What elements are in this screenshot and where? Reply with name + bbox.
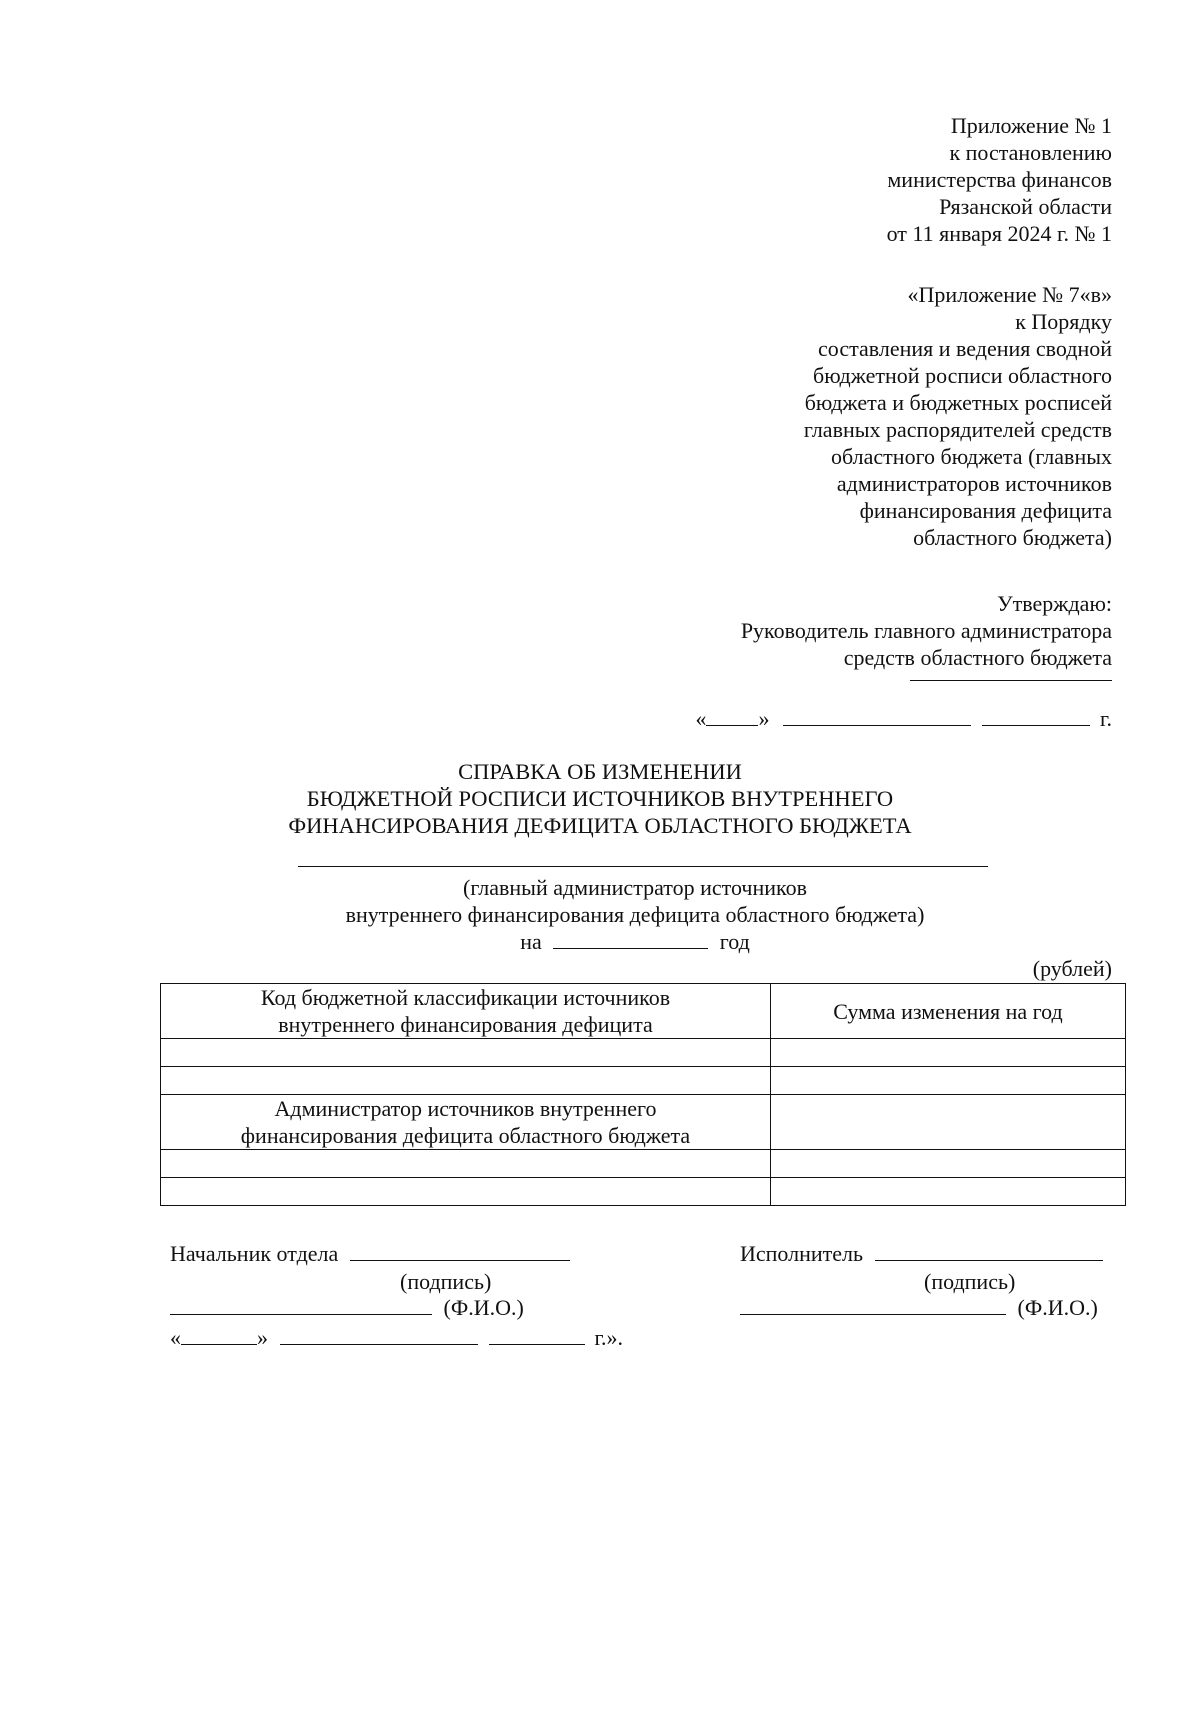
year-prefix: на [520,929,542,954]
appendix-7-line: администраторов источников [836,471,1112,496]
head-signature-line [350,1240,570,1261]
head-date-close: » [257,1325,268,1350]
executor-fio-caption: (Ф.И.О.) [1017,1295,1098,1320]
administrator-caption-line: (главный администратор источников [463,875,807,900]
year-suffix: год [719,929,750,954]
date-close-quote: » [758,706,770,731]
table-cell [161,1067,771,1095]
table-cell [161,1039,771,1067]
approval-line: Утверждаю: [997,591,1112,616]
table-cell [771,1095,1126,1150]
header-code-line: Код бюджетной классификации источников [260,985,671,1010]
title-line: СПРАВКА ОБ ИЗМЕНЕНИИ [458,759,742,784]
header-code-cell [161,984,771,1039]
head-date-day-line [181,1324,257,1345]
head-date-month-line [280,1324,478,1345]
appendix-1-line: Приложение № 1 [950,113,1112,138]
date-day-line [706,705,758,726]
appendix-7-header [804,281,1112,551]
table-cell [161,1178,771,1206]
head-fio-line [170,1294,432,1315]
table-row [161,1067,1126,1095]
approval-date-row [695,705,1112,732]
admin-row-line: Администратор источников внутреннего [274,1096,657,1121]
approval-block [741,590,1112,671]
head-date-suffix: г.». [594,1325,624,1350]
executor-sign-caption: (подпись) [924,1269,1016,1294]
appendix-7-line: к Порядку [1015,309,1112,334]
document-title [0,758,1200,839]
table-row [161,1039,1126,1067]
units-label: (рублей) [1032,956,1112,981]
year-row [0,928,1200,955]
appendix-1-line: Рязанской области [939,194,1112,219]
admin-row-line: финансирования дефицита областного бюджета [240,1123,691,1148]
appendix-7-line: главных распорядителей средств [803,417,1112,442]
head-fio-row [170,1294,524,1321]
table-admin-row [161,1095,1126,1150]
executor-signature-line [875,1240,1103,1261]
administrator-name-line [298,866,988,867]
appendix-7-line: областного бюджета (главных [831,444,1112,469]
administrator-caption [0,874,1200,928]
table-cell [771,1178,1126,1206]
executor-signature-row [740,1240,1103,1267]
year-line [553,928,708,949]
appendix-1-header [887,112,1112,247]
head-date-open: « [170,1325,181,1350]
head-fio-caption: (Ф.И.О.) [443,1295,524,1320]
head-date-row [170,1324,623,1351]
table-row [161,1178,1126,1206]
date-year-line [982,705,1090,726]
table-cell [771,1067,1126,1095]
admin-row-cell [161,1095,771,1150]
signatures-block [0,1240,1200,1360]
head-sign-caption: (подпись) [400,1269,492,1294]
appendix-7-line: финансирования дефицита [859,498,1112,523]
table-cell [771,1039,1126,1067]
table-row [161,1150,1126,1178]
header-sum-cell: Сумма изменения на год [771,984,1126,1039]
appendix-7-line: бюджета и бюджетных росписей [804,390,1112,415]
date-open-quote: « [695,706,707,731]
appendix-1-line: министерства финансов [887,167,1112,192]
appendix-7-line: областного бюджета) [913,525,1112,550]
changes-table [160,983,1126,1206]
executor-label: Исполнитель [740,1241,864,1266]
appendix-7-line: «Приложение № 7«в» [907,282,1112,307]
approval-signature-line [910,680,1112,681]
executor-fio-line [740,1294,1006,1315]
administrator-caption-line: внутреннего финансирования дефицита областного бюджета) [345,902,925,927]
appendix-1-line: от 11 января 2024 г. № 1 [886,221,1112,246]
title-line: БЮДЖЕТНОЙ РОСПИСИ ИСТОЧНИКОВ ВНУТРЕННЕГО [306,786,894,811]
date-month-line [783,705,971,726]
table-cell [771,1150,1126,1178]
head-label: Начальник отдела [170,1241,339,1266]
appendix-7-line: бюджетной росписи областного [813,363,1112,388]
appendix-7-line: составления и ведения сводной [818,336,1112,361]
appendix-1-line: к постановлению [949,140,1112,165]
head-signature-row [170,1240,570,1267]
table-header-row [161,984,1126,1039]
approval-line: Руководитель главного администратора [740,618,1112,643]
executor-fio-row [740,1294,1098,1321]
head-date-year-line [489,1324,585,1345]
table-cell [161,1150,771,1178]
approval-line: средств областного бюджета [843,645,1112,670]
header-code-line: внутреннего финансирования дефицита [278,1012,653,1037]
date-year-suffix: г. [1099,706,1112,731]
title-line: ФИНАНСИРОВАНИЯ ДЕФИЦИТА ОБЛАСТНОГО БЮДЖЕТА [288,813,912,838]
